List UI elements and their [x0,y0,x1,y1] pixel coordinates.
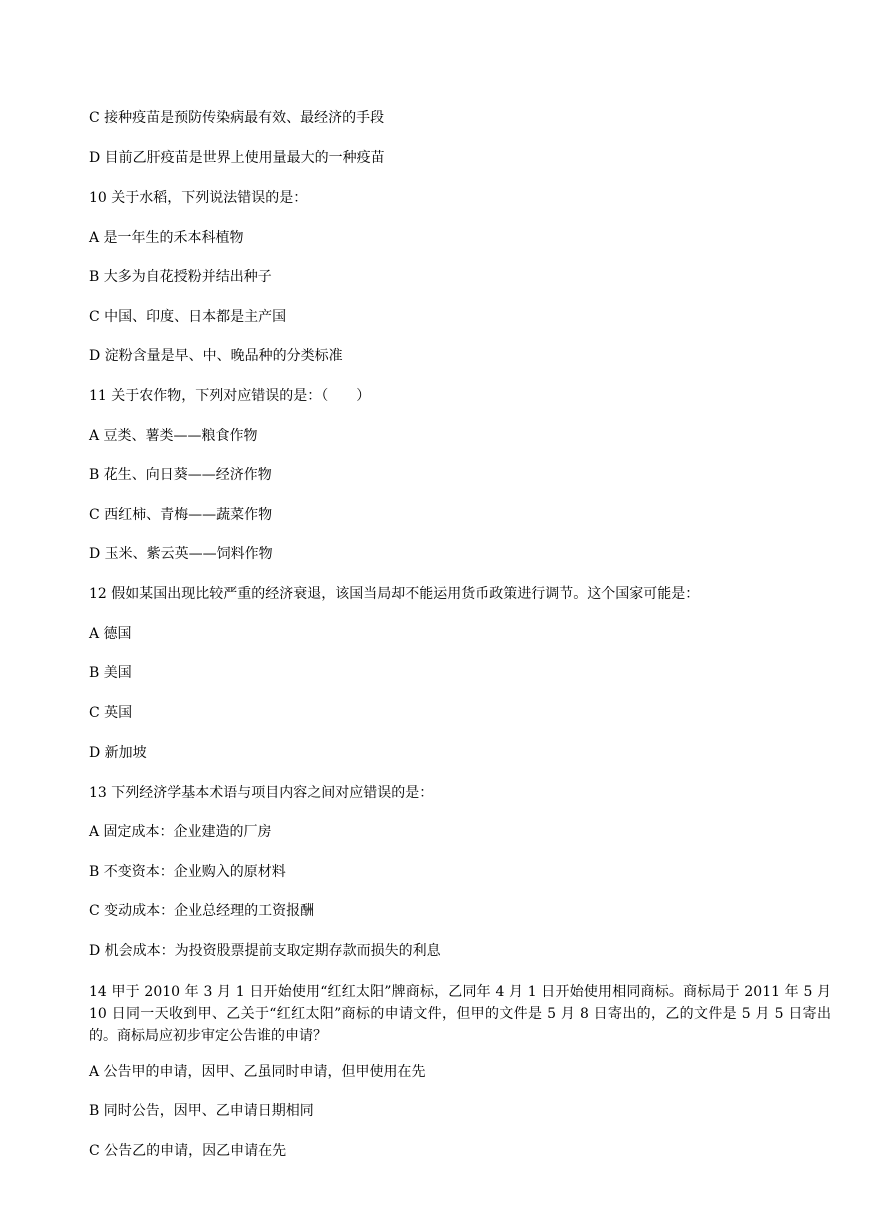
option-10b: B 大多为自花授粉并结出种子 [89,269,272,285]
option-11c: C 西红柿、青梅——蔬菜作物 [89,507,273,523]
option-13b: B 不变资本：企业购入的原材料 [89,864,286,880]
option-9c: C 接种疫苗是预防传染病最有效、最经济的手段 [89,110,385,126]
option-11d: D 玉米、紫云英——饲料作物 [89,546,273,562]
option-9d: D 目前乙肝疫苗是世界上使用量最大的一种疫苗 [89,150,385,166]
option-13c: C 变动成本：企业总经理的工资报酬 [89,903,315,919]
question-11: 11 关于农作物，下列对应错误的是：（ ） [89,388,371,404]
option-14a: A 公告甲的申请，因甲、乙虽同时申请，但甲使用在先 [89,1064,426,1080]
option-12a: A 德国 [89,626,132,642]
question-14: 14 甲于 2010 年 3 月 1 日开始使用“红红太阳”牌商标，乙同年 4 月 1 日开始使用相同商标。商标局于 2011 年 5 月 10 日同一天收到甲、乙关于“红红太阳”商标的申请文件，但甲的文件是 5 月 8 日寄出的，乙的文件是 5 月 5 日寄出的。商标局应初步审定公告谁的申请？ [89,984,831,1044]
option-14c: C 公告乙的申请，因乙申请在先 [89,1143,287,1159]
option-11a: A 豆类、薯类——粮食作物 [89,428,258,444]
option-13a: A 固定成本：企业建造的厂房 [89,824,272,840]
option-14b: B 同时公告，因甲、乙申请日期相同 [89,1103,314,1119]
question-12: 12 假如某国出现比较严重的经济衰退，该国当局却不能运用货币政策进行调节。这个国家可能是： [89,586,700,602]
option-10a: A 是一年生的禾本科植物 [89,230,244,246]
question-13: 13 下列经济学基本术语与项目内容之间对应错误的是： [89,785,434,801]
option-12b: B 美国 [89,665,132,681]
question-10: 10 关于水稻，下列说法错误的是： [89,190,308,206]
option-12c: C 英国 [89,705,133,721]
option-12d: D 新加坡 [89,745,147,761]
option-10c: C 中国、印度、日本都是主产国 [89,309,287,325]
option-11b: B 花生、向日葵——经济作物 [89,467,272,483]
option-10d: D 淀粉含量是早、中、晚品种的分类标准 [89,348,343,364]
option-13d: D 机会成本：为投资股票提前支取定期存款而损失的利息 [89,943,441,959]
